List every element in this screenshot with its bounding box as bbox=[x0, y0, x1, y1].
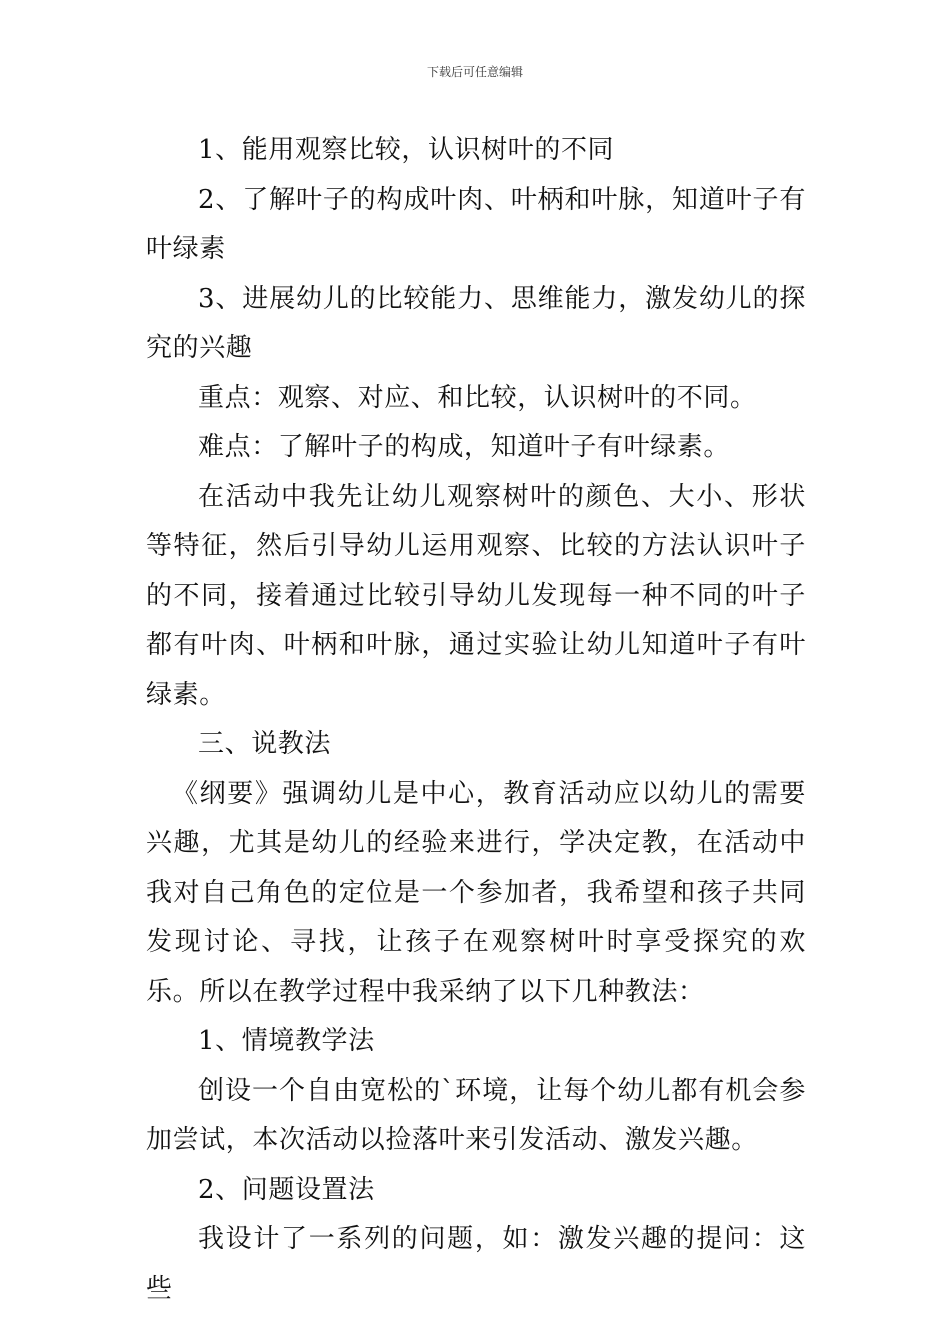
paragraph-activity-description: 在活动中我先让幼儿观察树叶的颜色、大小、形状等特征，然后引导幼儿运用观察、比较的方法认识叶子的不同，接着通过比较引导幼儿发现每一种不同的叶子都有叶肉、叶柄和叶脉，通过实验让幼儿知道叶子有叶绿素。 bbox=[146, 481, 806, 710]
paragraph-method-2: 我设计了一系列的问题，如：激发兴趣的提问：这些 bbox=[146, 1224, 806, 1304]
paragraph-goal-2: 2、了解叶子的构成叶肉、叶柄和叶脉，知道叶子有叶绿素 bbox=[146, 184, 806, 264]
paragraph-method-1: 创设一个自由宽松的`环境，让每个幼儿都有机会参加尝试，本次活动以捡落叶来引发活动、激发兴趣。 bbox=[146, 1075, 806, 1155]
method-heading-2: 2、问题设置法 bbox=[198, 1174, 375, 1205]
page-header-note: 下载后可任意编辑 bbox=[426, 65, 523, 79]
document-body bbox=[146, 126, 806, 1314]
section-heading-teaching-methods: 三、说教法 bbox=[198, 729, 332, 759]
paragraph-goal-3: 3、进展幼儿的比较能力、思维能力，激发幼儿的探究的兴趣 bbox=[146, 283, 806, 363]
paragraph-guideline: 《纲要》强调幼儿是中心，教育活动应以幼儿的需要兴趣，尤其是幼儿的经验来进行，学决定教，在活动中我对自己角色的定位是一个参加者，我希望和孩子共同发现讨论、寻找，让孩子在观察树叶时享受探究的欢乐。所以在教学过程中我采纳了以下几种教法： bbox=[146, 778, 806, 1007]
method-heading-1: 1、情境教学法 bbox=[198, 1026, 375, 1056]
paragraph-difficulty: 难点：了解叶子的构成，知道叶子有叶绿素。 bbox=[198, 432, 731, 462]
paragraph-goal-1: 1、能用观察比较，认识树叶的不同 bbox=[198, 135, 615, 165]
paragraph-key-point: 重点：观察、对应、和比较，认识树叶的不同。 bbox=[198, 382, 757, 413]
